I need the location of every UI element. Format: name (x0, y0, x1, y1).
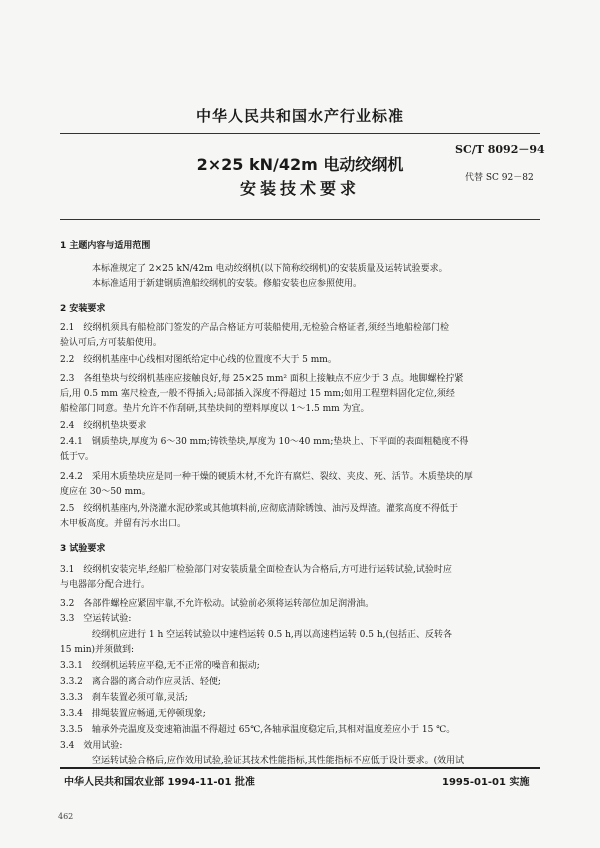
clause-3-3-4: 3.3.4 排绳装置应畅通,无停顿现象; (60, 709, 206, 719)
page-number: 462 (58, 812, 74, 821)
clause-2-5-line2: 木甲板高度。并留有污水出口。 (60, 519, 187, 529)
footer-rule (60, 767, 540, 769)
clause-2-4-1-line1: 2.4.1 钢质垫块,厚度为 6～30 mm;铸铁垫块,厚度为 10～40 mm;垫块上、下平面的表面粗糙度不得 (60, 437, 469, 447)
title-rule (60, 219, 540, 220)
clause-3-3-body-line2: 15 min)并须做到: (60, 645, 135, 655)
clause-2-4-2-line2: 度应在 30～50 mm。 (60, 487, 151, 497)
document-title-line2: 安装技术要求 (239, 179, 360, 198)
standard-code: SC/T 8092－94 (455, 143, 545, 156)
approval-date: 中华人民共和国农业部 1994-11-01 批准 (64, 777, 255, 788)
section-2-heading: 2 安装要求 (60, 304, 106, 314)
clause-3-3: 3.3 空运转试验: (60, 614, 132, 624)
clause-3-3-1: 3.3.1 绞纲机运转应平稳,无不正常的噪音和振动; (60, 661, 260, 671)
replaces-standard: 代替 SC 92－82 (465, 173, 534, 183)
clause-3-4: 3.4 效用试验: (60, 741, 123, 751)
header-rule (60, 133, 540, 134)
clause-3-1-line2: 与电器部分配合进行。 (60, 580, 151, 590)
document-title-line1: 2×25 kN/42m 电动绞纲机 (196, 155, 404, 174)
clause-2-2: 2.2 绞纲机基座中心线相对图纸给定中心线的位置度不大于 5 mm。 (60, 355, 337, 365)
clause-2-3-line2: 后,用 0.5 mm 塞尺检查,一般不得插入;局部插入深度不得超过 15 mm;如用工程塑料固化定位,须经 (60, 389, 455, 399)
clause-3-2: 3.2 各部件螺栓应紧固牢靠,不允许松动。试验前必须将运转部位加足润滑油。 (60, 599, 375, 609)
s1-paragraph-2: 本标准适用于新建钢质渔船绞纲机的安装。修船安装也应参照使用。 (92, 279, 363, 289)
clause-2-1-line2: 验认可后,方可装船使用。 (60, 338, 162, 348)
section-3-heading: 3 试验要求 (60, 544, 106, 554)
section-1-heading: 1 主题内容与适用范围 (60, 241, 151, 251)
clause-2-5-line1: 2.5 绞纲机基座内,外浇灌水泥砂浆或其他填料前,应彻底清除锈蚀、油污及焊渣。灌浆高度不得低于 (60, 504, 459, 514)
clause-2-4-1-line2: 低于▽。 (60, 452, 94, 462)
clause-2-4-2-line1: 2.4.2 采用木质垫块应是同一种干燥的硬质木材,不允许有腐烂、裂纹、夹皮、死、活节。木质垫块的厚 (60, 472, 473, 482)
clause-2-3-line3: 船检部门同意。垫片允许不作刮研,其垫块间的塑料厚度以 1～1.5 mm 为宜。 (60, 404, 370, 414)
s1-paragraph-1: 本标准规定了 2×25 kN/42m 电动绞纲机(以下简称绞纲机)的安装质量及运转试验要求。 (92, 264, 448, 274)
clause-2-4: 2.4 绞纲机垫块要求 (60, 421, 147, 431)
clause-3-1-line1: 3.1 绞纲机安装完毕,经船厂检验部门对安装质量全面检查认为合格后,方可进行运转试验,试验时应 (60, 565, 452, 575)
clause-3-4-body: 空运转试验合格后,应作效用试验,验证其技术性能指标,其性能指标不应低于设计要求。(效用试 (92, 756, 465, 766)
implementation-date: 1995-01-01 实施 (442, 777, 530, 788)
ministry-standard-heading: 中华人民共和国水产行业标准 (195, 107, 404, 125)
clause-3-3-3: 3.3.3 刹车装置必须可靠,灵活; (60, 693, 188, 703)
clause-2-1-line1: 2.1 绞纲机须具有船检部门签发的产品合格证方可装船使用,无检验合格证者,须经当地船检部门检 (60, 323, 450, 333)
clause-3-3-5: 3.3.5 轴承外壳温度及变速箱油温不得超过 65℃,各轴承温度稳定后,其相对温度差应小于 15 ℃。 (60, 725, 456, 735)
clause-3-3-2: 3.3.2 离合器的离合动作应灵活、轻便; (60, 677, 221, 687)
clause-2-3-line1: 2.3 各组垫块与绞纲机基座应接触良好,每 25×25 mm² 面积上接触点不应少于 3 点。地脚螺栓拧紧 (60, 374, 464, 384)
clause-3-3-body-line1: 绞纲机应进行 1 h 空运转试验以中速档运转 0.5 h,再以高速档运转 0.5 h,(包括正、反转各 (92, 630, 453, 640)
